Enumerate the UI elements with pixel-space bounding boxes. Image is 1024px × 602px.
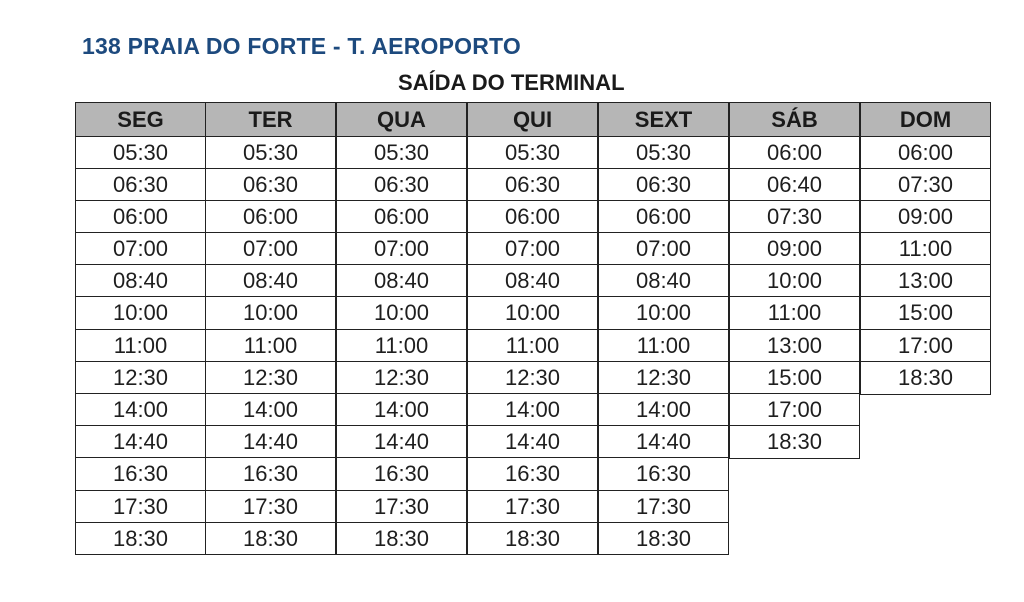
departure-time-cell: 07:00 <box>336 232 467 266</box>
departure-time-cell: 09:00 <box>860 200 991 234</box>
departure-time-cell: 17:00 <box>729 393 860 427</box>
departure-time-cell: 11:00 <box>75 329 206 363</box>
departure-time-cell: 06:00 <box>75 200 206 234</box>
day-column-4 <box>598 102 729 555</box>
departure-time-cell: 14:40 <box>598 425 729 459</box>
day-column-3 <box>467 102 598 555</box>
departure-time-cell: 10:00 <box>205 296 336 330</box>
departure-time-cell: 06:00 <box>336 200 467 234</box>
departure-time-cell: 18:30 <box>75 522 206 556</box>
departure-time-cell: 17:30 <box>336 490 467 524</box>
departure-time-cell: 18:30 <box>729 425 860 459</box>
departure-time-cell: 08:40 <box>75 264 206 298</box>
departure-time-cell: 14:00 <box>598 393 729 427</box>
departure-time-cell: 11:00 <box>205 329 336 363</box>
departure-time-cell: 16:30 <box>75 457 206 491</box>
departure-time-cell: 17:30 <box>598 490 729 524</box>
departure-time-cell: 17:30 <box>75 490 206 524</box>
departure-time-cell: 07:30 <box>729 200 860 234</box>
departure-time-cell: 17:30 <box>467 490 598 524</box>
day-header: DOM <box>860 102 991 137</box>
day-column-6 <box>860 102 991 395</box>
day-column-0 <box>75 102 206 555</box>
departure-time-cell: 06:00 <box>205 200 336 234</box>
departure-time-cell: 14:00 <box>75 393 206 427</box>
route-title: 138 PRAIA DO FORTE - T. AEROPORTO <box>82 33 521 59</box>
departure-time-cell: 12:30 <box>75 361 206 395</box>
departure-time-cell: 07:00 <box>467 232 598 266</box>
departure-time-cell: 05:30 <box>336 136 467 170</box>
departure-time-cell: 06:00 <box>729 136 860 170</box>
departure-time-cell: 11:00 <box>860 232 991 266</box>
departure-time-cell: 10:00 <box>598 296 729 330</box>
departure-time-cell: 10:00 <box>75 296 206 330</box>
departure-time-cell: 05:30 <box>467 136 598 170</box>
departure-time-cell: 06:30 <box>75 168 206 202</box>
departure-time-cell: 13:00 <box>729 329 860 363</box>
departure-time-cell: 07:30 <box>860 168 991 202</box>
departure-time-cell: 15:00 <box>860 296 991 330</box>
day-header: SEXT <box>598 102 729 137</box>
departure-time-cell: 10:00 <box>467 296 598 330</box>
departure-time-cell: 06:30 <box>467 168 598 202</box>
section-title: SAÍDA DO TERMINAL <box>398 70 625 95</box>
departure-time-cell: 16:30 <box>336 457 467 491</box>
departure-time-cell: 06:30 <box>336 168 467 202</box>
departure-time-cell: 14:00 <box>467 393 598 427</box>
departure-time-cell: 16:30 <box>205 457 336 491</box>
departure-time-cell: 13:00 <box>860 264 991 298</box>
departure-time-cell: 06:00 <box>860 136 991 170</box>
departure-time-cell: 06:30 <box>205 168 336 202</box>
departure-time-cell: 14:00 <box>205 393 336 427</box>
departure-time-cell: 09:00 <box>729 232 860 266</box>
departure-time-cell: 18:30 <box>598 522 729 556</box>
departure-time-cell: 11:00 <box>598 329 729 363</box>
departure-time-cell: 16:30 <box>598 457 729 491</box>
departure-time-cell: 11:00 <box>336 329 467 363</box>
departure-time-cell: 16:30 <box>467 457 598 491</box>
day-column-2 <box>336 102 467 555</box>
departure-time-cell: 14:40 <box>75 425 206 459</box>
departure-time-cell: 11:00 <box>467 329 598 363</box>
departure-time-cell: 05:30 <box>75 136 206 170</box>
day-header: TER <box>205 102 336 137</box>
departure-time-cell: 07:00 <box>205 232 336 266</box>
departure-time-cell: 18:30 <box>467 522 598 556</box>
departure-time-cell: 05:30 <box>205 136 336 170</box>
departure-time-cell: 12:30 <box>598 361 729 395</box>
departure-time-cell: 05:30 <box>598 136 729 170</box>
departure-time-cell: 08:40 <box>467 264 598 298</box>
departure-time-cell: 06:30 <box>598 168 729 202</box>
day-header: QUA <box>336 102 467 137</box>
departure-time-cell: 18:30 <box>860 361 991 395</box>
departure-time-cell: 14:40 <box>467 425 598 459</box>
departure-time-cell: 14:40 <box>336 425 467 459</box>
departure-time-cell: 18:30 <box>336 522 467 556</box>
departure-time-cell: 10:00 <box>729 264 860 298</box>
departure-time-cell: 08:40 <box>336 264 467 298</box>
day-column-1 <box>205 102 336 555</box>
departure-time-cell: 08:40 <box>205 264 336 298</box>
departure-time-cell: 11:00 <box>729 296 860 330</box>
day-header: SEG <box>75 102 206 137</box>
departure-time-cell: 06:00 <box>467 200 598 234</box>
departure-time-cell: 06:00 <box>598 200 729 234</box>
day-header: SÁB <box>729 102 860 137</box>
departure-time-cell: 12:30 <box>467 361 598 395</box>
departure-time-cell: 15:00 <box>729 361 860 395</box>
departure-time-cell: 17:30 <box>205 490 336 524</box>
departure-time-cell: 07:00 <box>75 232 206 266</box>
departure-time-cell: 08:40 <box>598 264 729 298</box>
departure-time-cell: 12:30 <box>336 361 467 395</box>
departure-time-cell: 06:40 <box>729 168 860 202</box>
departure-time-cell: 10:00 <box>336 296 467 330</box>
day-header: QUI <box>467 102 598 137</box>
day-column-5 <box>729 102 860 459</box>
departure-time-cell: 07:00 <box>598 232 729 266</box>
departure-time-cell: 17:00 <box>860 329 991 363</box>
departure-time-cell: 12:30 <box>205 361 336 395</box>
departure-time-cell: 18:30 <box>205 522 336 556</box>
departure-time-cell: 14:00 <box>336 393 467 427</box>
departure-time-cell: 14:40 <box>205 425 336 459</box>
